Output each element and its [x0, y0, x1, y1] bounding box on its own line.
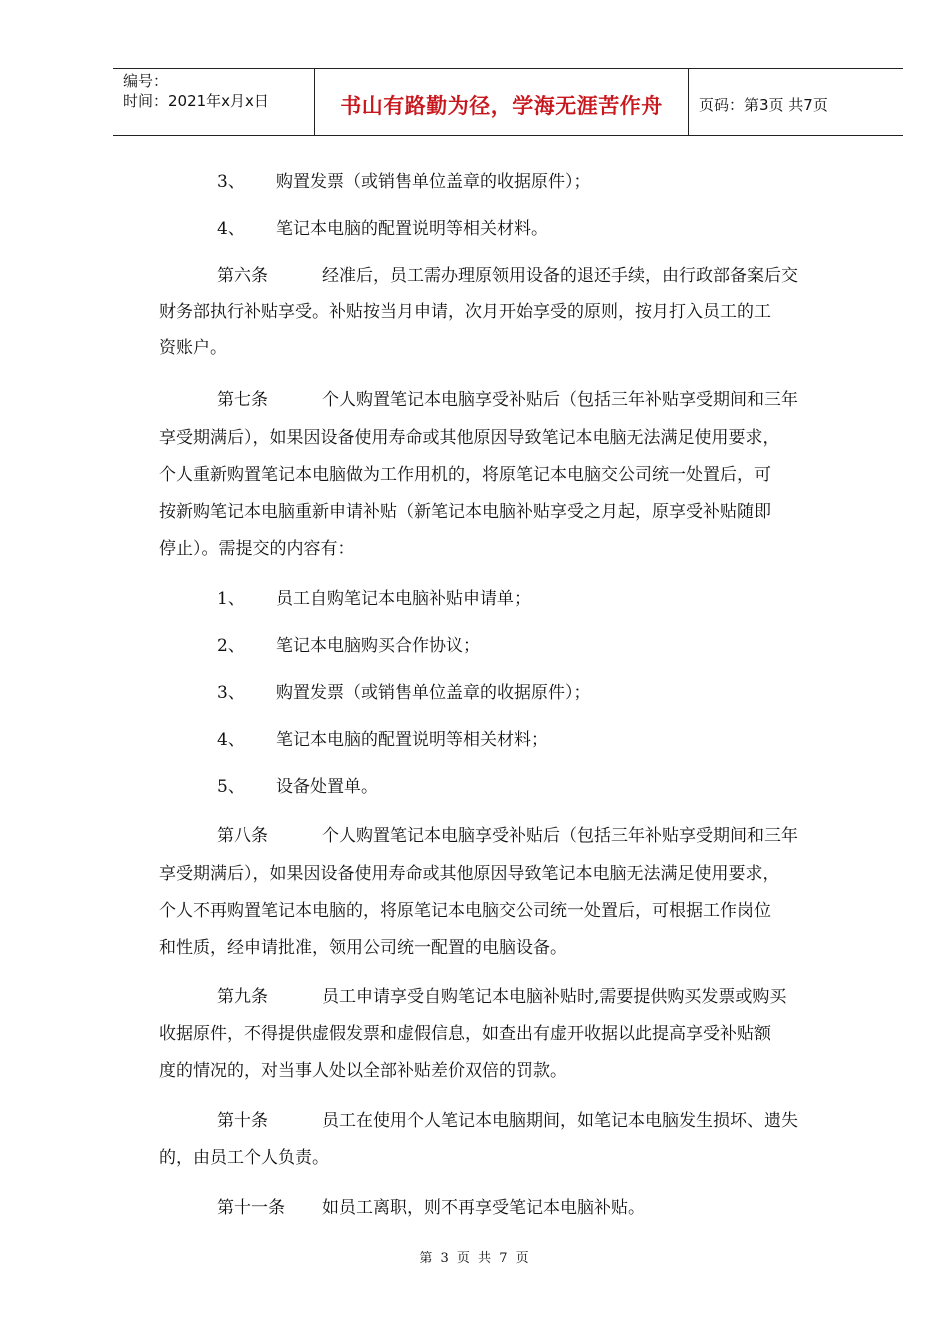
list-item-number: 3、	[217, 683, 245, 703]
page-footer: 第 3 页 共 7 页	[419, 1251, 531, 1266]
article-heading: 第七条	[217, 390, 268, 410]
article-line: 收据原件，不得提供虚假发票和虚假信息，如查出有虚开收据以此提高享受补贴额	[159, 1024, 771, 1044]
article-heading: 第九条	[217, 987, 268, 1007]
article-heading: 第十一条	[217, 1198, 285, 1218]
article-heading: 第八条	[217, 826, 268, 846]
article-first-line: 经准后，员工需办理原领用设备的退还手续，由行政部备案后交	[322, 266, 798, 286]
list-item-number: 1、	[217, 589, 245, 609]
article-first-line: 员工申请享受自购笔记本电脑补贴时,需要提供购买发票或购买	[322, 987, 787, 1007]
list-item-text: 购置发票（或销售单位盖章的收据原件）；	[276, 172, 591, 192]
header-info-cell	[113, 69, 315, 135]
list-item-number: 5、	[217, 777, 245, 797]
header-page-label: 页码：第3页 共7页	[699, 95, 828, 114]
time-label: 时间：2021年x月x日	[123, 92, 269, 110]
list-item-number: 2、	[217, 636, 245, 656]
article-line: 享受期满后），如果因设备使用寿命或其他原因导致笔记本电脑无法满足使用要求，	[159, 864, 780, 884]
article-line: 度的情况的，对当事人处以全部补贴差价双倍的罚款。	[159, 1061, 567, 1081]
list-item-number: 4、	[217, 730, 245, 750]
serial-label: 编号：	[123, 72, 169, 90]
list-item-text: 笔记本电脑购买合作协议；	[276, 636, 480, 656]
list-item-text: 设备处置单。	[276, 777, 378, 797]
article-heading: 第六条	[217, 266, 268, 286]
list-item-text: 笔记本电脑的配置说明等相关材料。	[276, 219, 548, 239]
article-line: 个人不再购置笔记本电脑的，将原笔记本电脑交公司统一处置后，可根据工作岗位	[159, 901, 771, 921]
list-item-text: 购置发票（或销售单位盖章的收据原件）；	[276, 683, 591, 703]
list-item-number: 4、	[217, 219, 245, 239]
article-line: 按新购笔记本电脑重新申请补贴（新笔记本电脑补贴享受之月起，原享受补贴随即	[159, 502, 771, 522]
page-header	[113, 68, 903, 136]
list-item-number: 3、	[217, 172, 245, 192]
article-first-line: 如员工离职，则不再享受笔记本电脑补贴。	[322, 1198, 645, 1218]
header-motto: 书山有路勤为径，学海无涯苦作舟	[315, 69, 689, 135]
list-item-text: 笔记本电脑的配置说明等相关材料；	[276, 730, 548, 750]
article-first-line: 员工在使用个人笔记本电脑期间，如笔记本电脑发生损坏、遗失	[322, 1111, 798, 1131]
article-line: 资账户。	[159, 338, 227, 358]
article-line: 和性质，经申请批准，领用公司统一配置的电脑设备。	[159, 938, 567, 958]
article-first-line: 个人购置笔记本电脑享受补贴后（包括三年补贴享受期间和三年	[322, 390, 798, 410]
article-line: 的，由员工个人负责。	[159, 1148, 329, 1168]
article-first-line: 个人购置笔记本电脑享受补贴后（包括三年补贴享受期间和三年	[322, 826, 798, 846]
article-line: 个人重新购置笔记本电脑做为工作用机的，将原笔记本电脑交公司统一处置后，可	[159, 465, 771, 485]
article-line: 享受期满后），如果因设备使用寿命或其他原因导致笔记本电脑无法满足使用要求，	[159, 428, 780, 448]
article-line: 停止）。需提交的内容有：	[159, 539, 355, 559]
article-heading: 第十条	[217, 1111, 268, 1131]
article-line: 财务部执行补贴享受。补贴按当月申请，次月开始享受的原则，按月打入员工的工	[159, 302, 771, 322]
list-item-text: 员工自购笔记本电脑补贴申请单；	[276, 589, 531, 609]
